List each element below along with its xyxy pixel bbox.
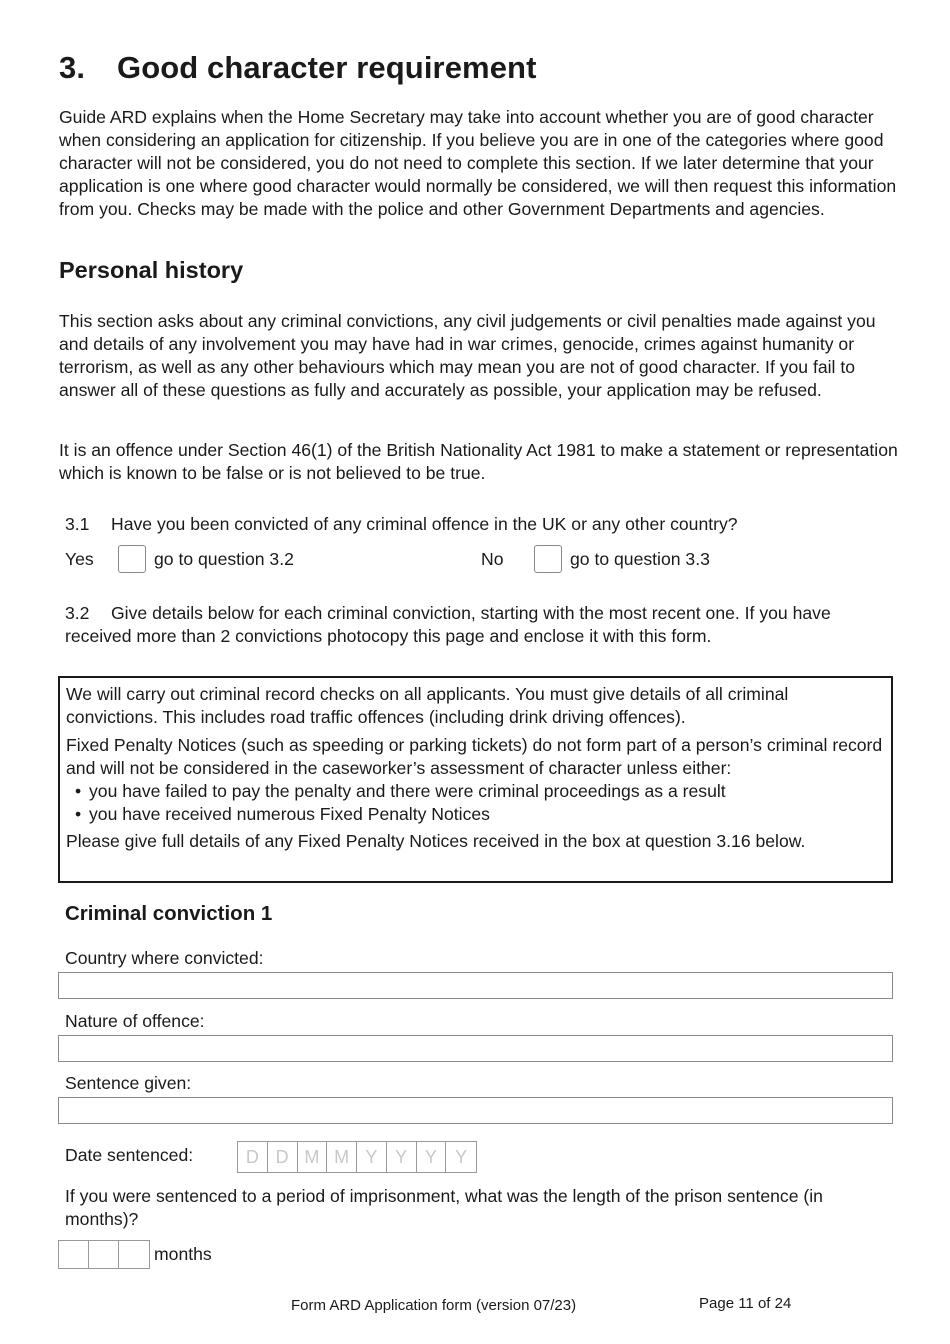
- q31-yes-label: Yes: [65, 549, 94, 569]
- months-digit-box[interactable]: [59, 1241, 89, 1268]
- date-digit-box[interactable]: Y: [387, 1142, 417, 1172]
- question-3-2: [65, 602, 895, 648]
- personal-history-heading: Personal history: [59, 257, 244, 283]
- q31-yes-checkbox[interactable]: [118, 545, 146, 573]
- question-3-1-text: Have you been convicted of any criminal offence in the UK or any other country?: [111, 514, 738, 534]
- prison-length-question: If you were sentenced to a period of imprisonment, what was the length of the prison sentence (in months)?: [65, 1186, 823, 1229]
- notice-para-2: Fixed Penalty Notices (such as speeding or parking tickets) do not form part of a person’s criminal record and will not be considered in the caseworker’s assessment of character unless either:: [66, 735, 883, 778]
- q31-no-checkbox[interactable]: [534, 545, 562, 573]
- question-3-2-text: Give details below for each criminal conviction, starting with the most recent one. If you have received more than 2 convictions photocopy this page and enclose it with this form.: [65, 603, 831, 646]
- question-3-2-number: 3.2: [65, 603, 90, 623]
- notice-para-1: We will carry out criminal record checks on all applicants. You must give details of all criminal convictions. This includes road traffic offences (including drink driving offences).: [66, 684, 789, 727]
- date-digit-box[interactable]: M: [298, 1142, 328, 1172]
- q31-no-label: No: [481, 549, 504, 569]
- criminal-record-notice: [58, 676, 893, 883]
- footer-form-name: Form ARD Application form (version 07/23): [291, 1297, 577, 1314]
- q31-no-goto: go to question 3.3: [570, 549, 710, 569]
- country-input[interactable]: [58, 972, 893, 999]
- date-digit-box[interactable]: Y: [357, 1142, 387, 1172]
- months-digit-box[interactable]: [89, 1241, 119, 1268]
- nature-label: Nature of offence:: [65, 1011, 205, 1031]
- date-digit-box[interactable]: D: [268, 1142, 298, 1172]
- footer-page-number: Page 11 of 24: [699, 1295, 792, 1312]
- notice-bullet-list: [66, 780, 885, 826]
- question-3-1-number: 3.1: [65, 514, 90, 534]
- question-3-1: [65, 513, 738, 536]
- date-digit-box[interactable]: Y: [455, 1147, 468, 1167]
- section-intro: Guide ARD explains when the Home Secretary may take into account whether you are of good character when considering an application for citizenship. If you believe you are in one of the categories where good character will not be considered, you do not need to complete this section. If we later determine that your application is one where good character would normally be considered, we will then request this information from you. Checks may be made with the police and other Government Departments and agencies.: [59, 107, 897, 219]
- section-title: [59, 50, 537, 86]
- section-title-text: Good character requirement: [117, 50, 537, 85]
- section-number: 3.: [59, 50, 86, 85]
- country-label: Country where convicted:: [65, 948, 264, 968]
- sentence-label: Sentence given:: [65, 1073, 192, 1093]
- nature-of-offence-input[interactable]: [58, 1035, 893, 1062]
- notice-bullet: • you have failed to pay the penalty and there were criminal proceedings as a result: [66, 780, 885, 803]
- months-digit-box[interactable]: [119, 1241, 149, 1268]
- date-sentenced-label: Date sentenced:: [65, 1145, 194, 1165]
- personal-history-para-2: It is an offence under Section 46(1) of the British Nationality Act 1981 to make a statement or representation which is known to be false or is not believed to be true.: [59, 440, 898, 483]
- conviction-1-heading: Criminal conviction 1: [65, 902, 273, 925]
- date-digit-box[interactable]: D: [238, 1142, 268, 1172]
- notice-para-3: Please give full details of any Fixed Penalty Notices received in the box at question 3.16 below.: [66, 831, 806, 851]
- date-digit-box[interactable]: M: [327, 1142, 357, 1172]
- months-label: months: [154, 1244, 212, 1264]
- notice-bullet: • you have received numerous Fixed Penalty Notices: [66, 803, 885, 826]
- q31-yes-goto: go to question 3.2: [154, 549, 294, 569]
- personal-history-para-1: This section asks about any criminal convictions, any civil judgements or civil penalties made against you and details of any involvement you may have had in war crimes, genocide, crimes against humanity or terrorism, as well as any other behaviours which may mean you are not of good character. If you fail to answer all of these questions as fully and accurately as possible, your application may be refused.: [59, 311, 876, 400]
- date-sentenced-input[interactable]: [237, 1141, 477, 1173]
- prison-months-input[interactable]: [58, 1240, 150, 1269]
- sentence-given-input[interactable]: [58, 1097, 893, 1124]
- date-digit-box[interactable]: Y: [417, 1142, 447, 1172]
